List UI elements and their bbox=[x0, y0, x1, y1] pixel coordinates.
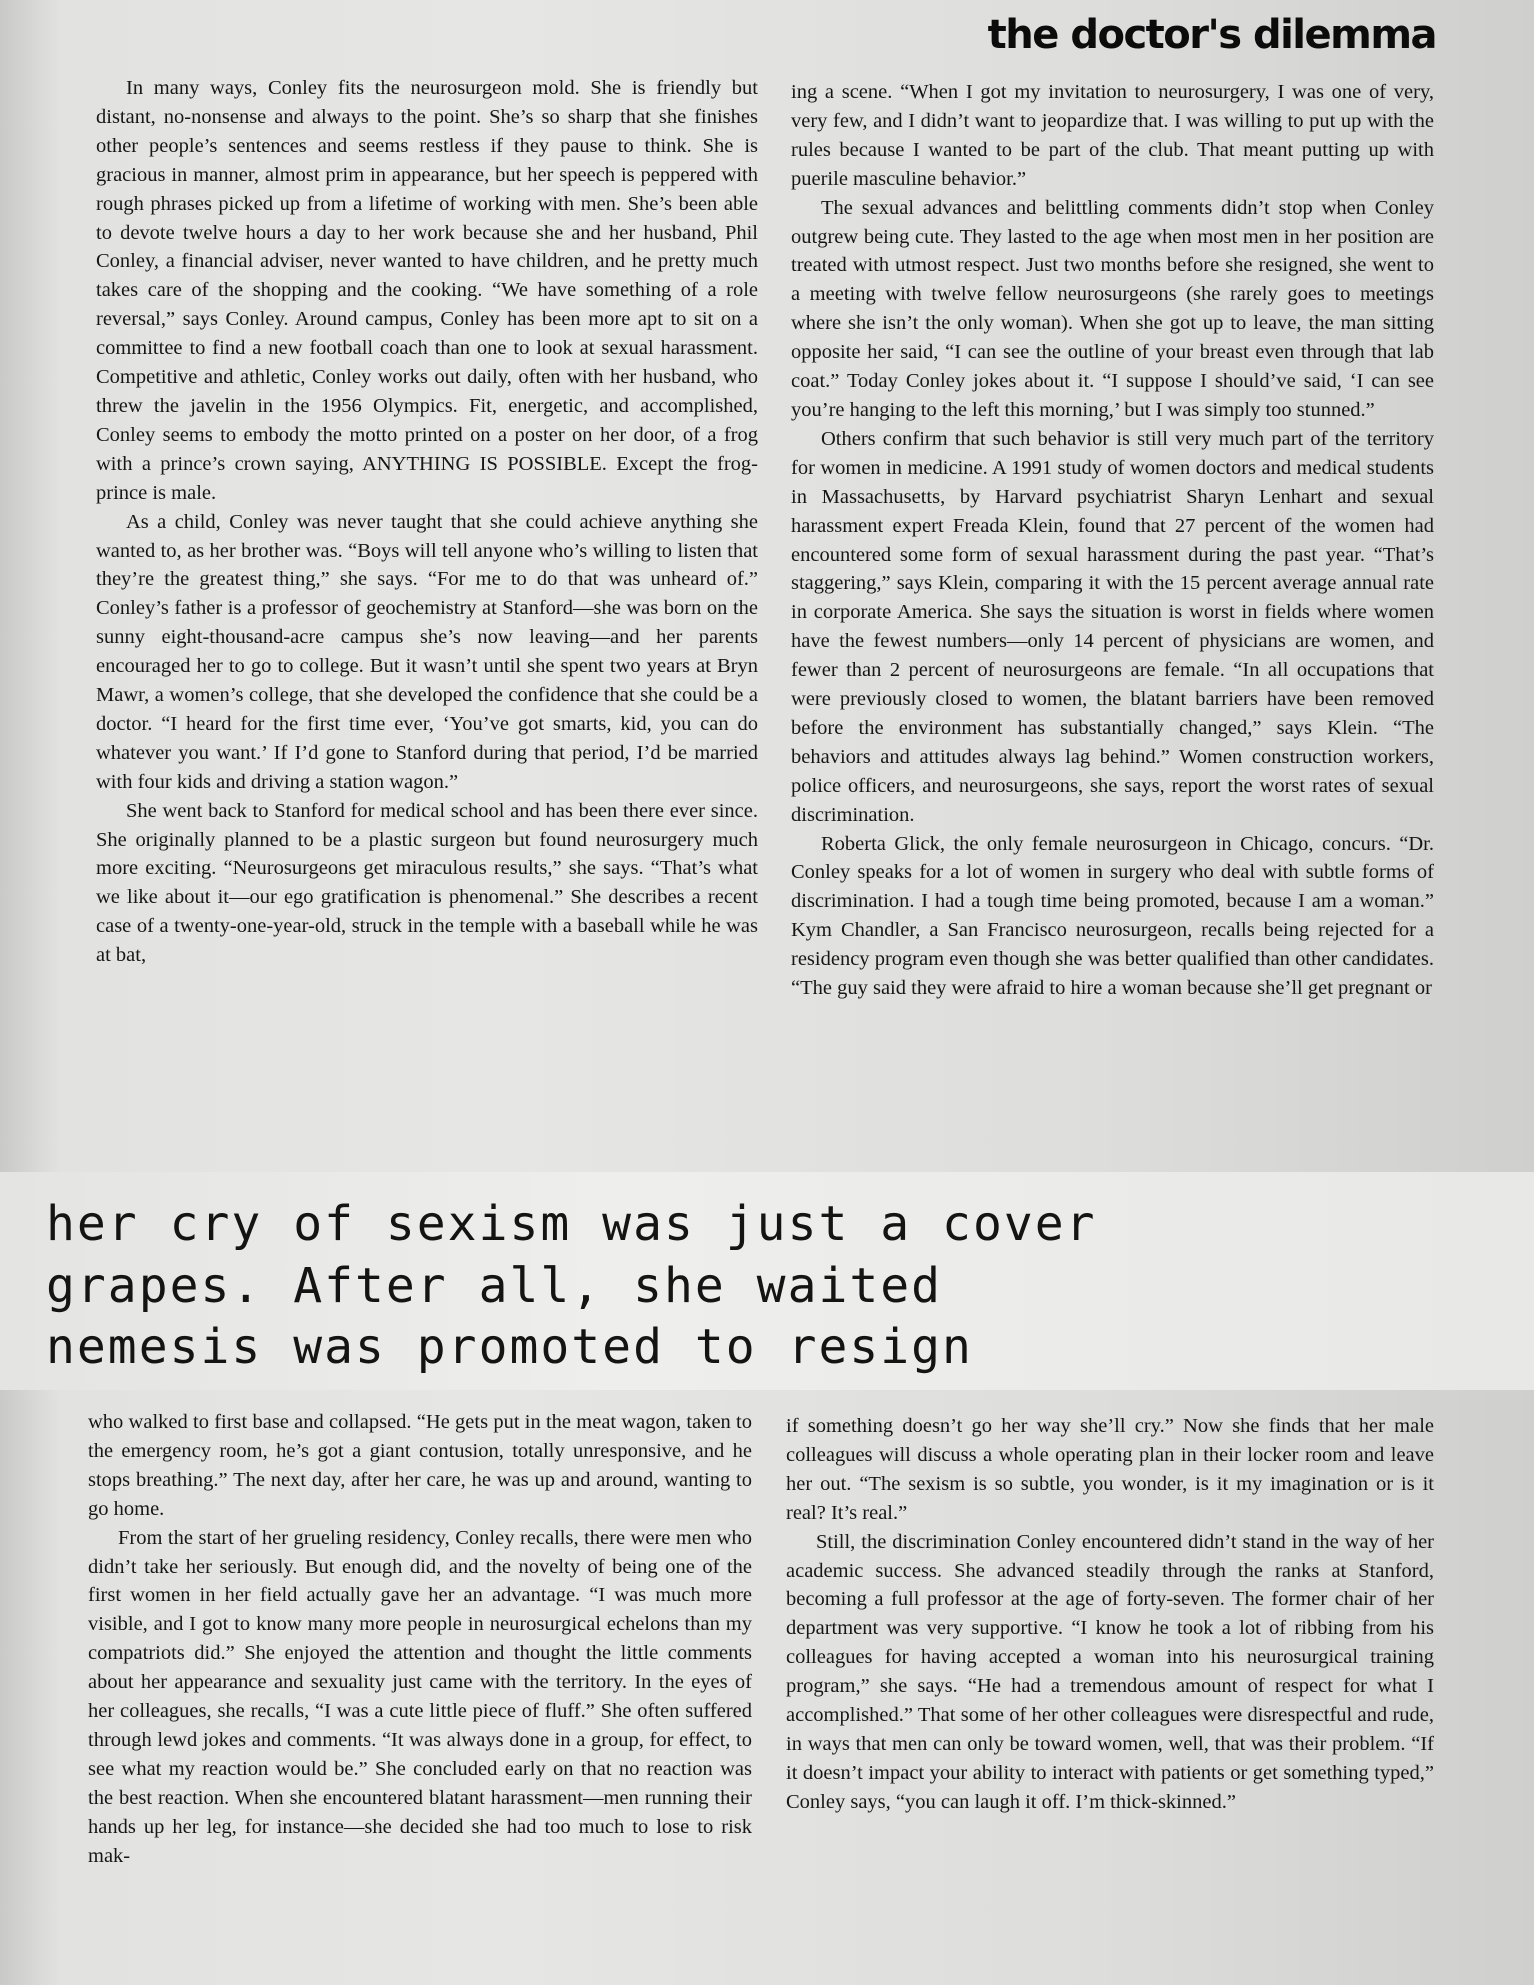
paragraph-continuation: who walked to first base and collapsed. “He gets put in the meat wagon, taken to the emergency room, he’s got a giant contusion, totally unresponsive, and he stops breathing.” The next day, after her care, he was up and around, wanting to go home. bbox=[88, 1411, 752, 1520]
bottom-left-column bbox=[88, 1408, 752, 1871]
paragraph: Still, the discrimination Conley encountered didn’t stand in the way of her academic success. She advanced steadily through the ranks at Stanford, becoming a full professor at the age of forty-seven. The former chair of her department was very supportive. “I know he took a lot of ribbing from his colleagues for having accepted a woman into his neurosurgical training program,” she says. “He had a tremendous amount of respect for what I accomplished.” That some of her other colleagues were disrespectful and rude, in ways that men can only be toward women, well, that was their problem. “If it doesn’t impact your ability to interact with patients or get something typed,” Conley says, “you can laugh it off. I’m thick-skinned.” bbox=[786, 1530, 1434, 1813]
paragraph: The sexual advances and belittling comments didn’t stop when Conley outgrew being cute. They lasted to the age when most men in her position are treated with utmost respect. Just two months before she resigned, she went to a meeting with twelve fellow neurosurgeons (she rarely goes to meetings where she isn’t the only woman). When she got up to leave, the man sitting opposite her said, “I can see the outline of your breast even through that lab coat.” Today Conley jokes about it. “I suppose I should’ve said, ‘I can see you’re hanging to the left this morning,’ but I was simply too stunned.” bbox=[791, 196, 1434, 421]
paragraph: Roberta Glick, the only female neurosurgeon in Chicago, concurs. “Dr. Conley speaks for a lot of women in surgery who deal with subtle forms of discrimination. I had a tough time being promoted, because I am a woman.” Kym Chandler, a San Francisco neurosurgeon, recalls being rejected for a residency program even though she was better qualified than other candidates. “The guy said they were afraid to hire a woman because she’ll get pregnant or bbox=[791, 832, 1434, 1000]
paragraph: Others confirm that such behavior is still very much part of the territory for women in medicine. A 1991 study of women doctors and medical students in Massachusetts, by Harvard psychiatrist Sharyn Lenhart and sexual harassment expert Freada Klein, found that 27 percent of the women had encountered some form of sexual harassment during the past year. “That’s staggering,” says Klein, comparing it with the 15 percent average annual rate in corporate America. She says the situation is worst in fields where women have the fewest numbers—only 14 percent of physicians are women, and fewer than 2 percent of neurosurgeons are female. “In all occupations that were previously closed to women, the blatant barriers have been removed before the environment has substantially changed,” says Klein. “The behaviors and attitudes always lag behind.” Women construction workers, police officers, and neurosurgeons, she says, report the worst rates of sexual discrimination. bbox=[791, 427, 1434, 826]
paragraph: She went back to Stanford for medical school and has been there ever since. She originally planned to be a plastic surgeon but found neurosurgery much more exciting. “Neurosurgeons get miraculous results,” she says. “That’s what we like about it—our ego gratification is phenomenal.” She describes a recent case of a twenty-one-year-old, struck in the temple with a baseball while he was at bat, bbox=[96, 799, 758, 967]
paragraph: From the start of her grueling residency, Conley recalls, there were men who didn’t take her seriously. But enough did, and the novelty of being one of the first women in her field actually gave her an advantage. “I was much more visible, and I got to know many more people in neurosurgical echelons than my compatriots did.” She enjoyed the attention and thought the little comments about her appearance and sexuality just came with the territory. In the eyes of her colleagues, she recalls, “I was a cute little piece of fluff.” She often suffered through lewd jokes and comments. “It was always done in a group, for effect, to see what my reaction would be.” She concluded early on that no reaction was the best reaction. When she encountered blatant harassment—men running their hands up her leg, for instance—she decided she had too much to lose to risk mak- bbox=[88, 1526, 752, 1867]
pull-quote-line: nemesis was promoted to resign bbox=[46, 1319, 973, 1375]
pull-quote-line: her cry of sexism was just a cover bbox=[46, 1196, 1097, 1252]
paragraph: As a child, Conley was never taught that she could achieve anything she wanted to, as her brother was. “Boys will tell anyone who’s willing to listen that they’re the greatest thing,” she says. “For me to do that was unheard of.” Conley’s father is a professor of geochemistry at Stanford—she was born on the sunny eight-thousand-acre campus she’s now leaving—and her parents encouraged her to go to college. But it wasn’t until she spent two years at Bryn Mawr, a women’s college, that she developed the confidence that she could be a doctor. “I heard for the first time ever, ‘You’ve got smarts, kid, you can do whatever you want.’ If I’d gone to Stanford during that period, I’d be married with four kids and driving a station wagon.” bbox=[96, 510, 758, 793]
paragraph: In many ways, Conley fits the neurosurgeon mold. She is friendly but distant, no-nonsense and always to the point. She’s so sharp that she finishes other people’s sentences and seems restless if they pause to think. She is gracious in manner, almost prim in appearance, but her speech is peppered with rough phrases picked up from a lifetime of working with men. She’s been able to devote twelve hours a day to her work because she and her husband, Phil Conley, a financial adviser, never wanted to have children, and he pretty much takes care of the shopping and the cooking. “We have something of a role reversal,” says Conley. Around campus, Conley has been more apt to sit on a committee to find a new football coach than one to look at sexual harassment. Competitive and athletic, Conley works out daily, often with her husband, who threw the javelin in the 1956 Olympics. Fit, energetic, and accomplished, Conley seems to embody the motto printed on a poster on her door, of a frog with a prince’s crown saying, ANYTHING IS POSSIBLE. Except the frog-prince is male. bbox=[96, 77, 758, 504]
paragraph-continuation: if something doesn’t go her way she’ll cry.” Now she finds that her male colleagues will discuss a whole operating plan in their locker room and leave her out. “The sexism is so subtle, you wonder, is it my imagination or is it real? It’s real.” bbox=[786, 1415, 1434, 1524]
top-left-column bbox=[96, 74, 758, 970]
pull-quote-line: grapes. After all, she waited bbox=[46, 1258, 943, 1314]
top-right-column bbox=[791, 78, 1434, 1003]
paragraph-continuation: ing a scene. “When I got my invitation to neurosurgery, I was one of very, very few, and I didn’t want to jeopardize that. I was willing to put up with the rules because I wanted to be part of the club. That meant putting up with puerile masculine behavior.” bbox=[791, 81, 1434, 190]
bottom-right-column bbox=[786, 1412, 1434, 1817]
running-head: the doctor's dilemma bbox=[987, 12, 1436, 58]
